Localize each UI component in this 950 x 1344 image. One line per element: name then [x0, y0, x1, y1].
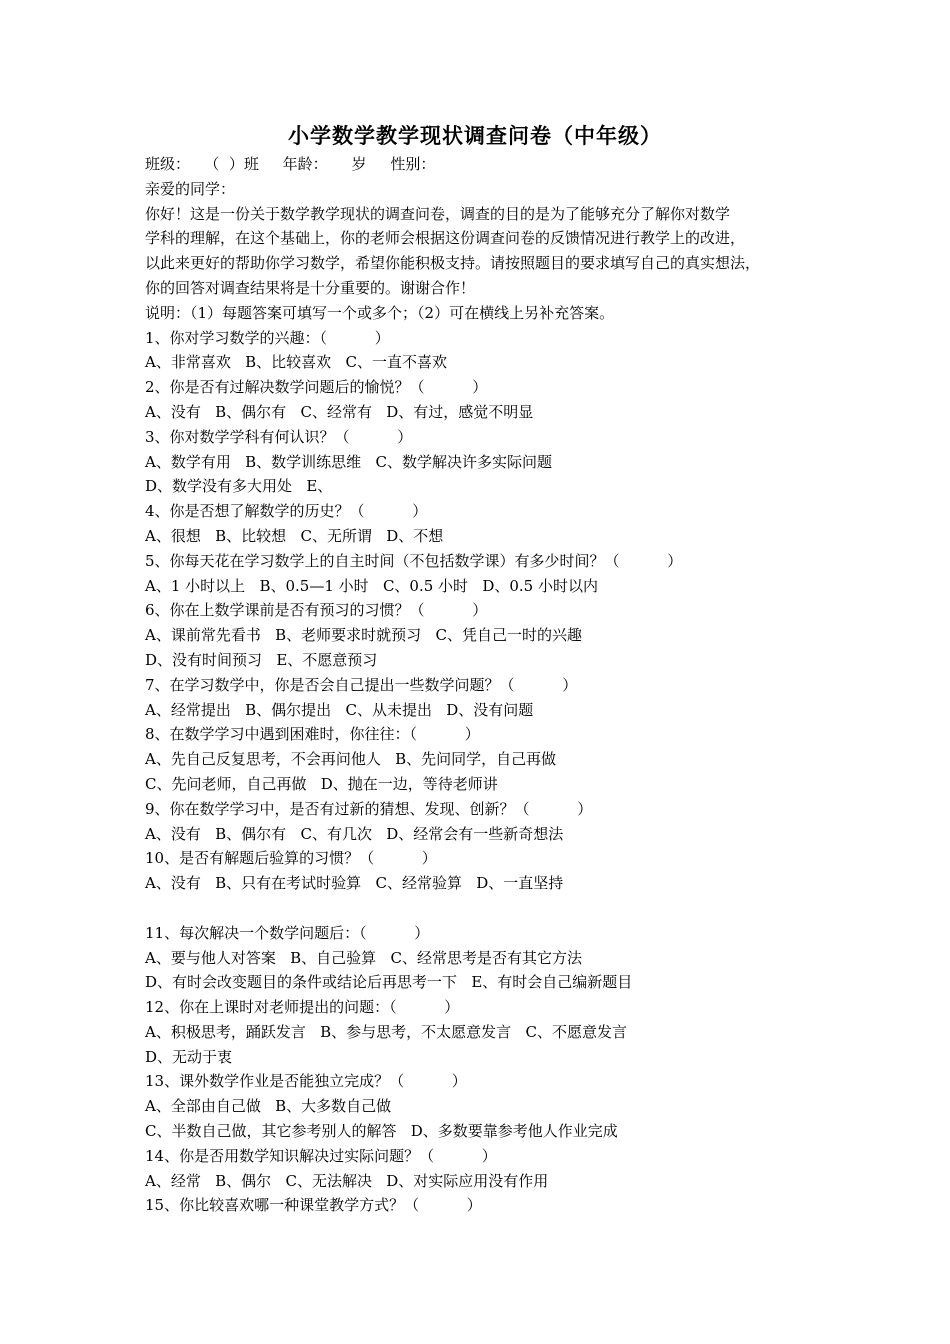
intro-line: 你的回答对调查结果将是十分重要的。谢谢合作！: [145, 278, 476, 297]
document-title: 小学数学教学现状调查问卷（中年级）: [288, 123, 662, 148]
question-options: A、数学有用 B、数学训练思维 C、数学解决许多实际问题: [145, 452, 552, 471]
question-10: 10、是否有解题后验算的习惯？（ ）: [145, 849, 437, 868]
question-options: D、无动于衷: [145, 1047, 233, 1066]
intro-line: 学科的理解，在这个基础上，你的老师会根据这份调查问卷的反馈情况进行教学上的改进，: [145, 229, 746, 248]
intro-line: 以此来更好的帮助你学习数学，希望你能积极支持。请按照题目的要求填写自己的真实想法，: [145, 254, 761, 273]
question-options: A、课前常先看书 B、老师要求时就预习 C、凭自己一时的兴趣: [145, 626, 582, 645]
question-8: 8、在数学学习中遇到困难时，你往往：（ ）: [145, 725, 480, 744]
question-3: 3、你对数学学科有何认识？（ ）: [145, 427, 413, 446]
question-13: 13、课外数学作业是否能独立完成？（ ）: [145, 1072, 467, 1091]
question-options: A、经常提出 B、偶尔提出 C、从未提出 D、没有问题: [145, 700, 534, 719]
question-options: C、先问老师，自己再做 D、抛在一边，等待老师讲: [145, 774, 498, 793]
greeting: 亲爱的同学：: [145, 179, 236, 198]
question-options: A、经常 B、偶尔 C、无法解决 D、对实际应用没有作用: [145, 1171, 549, 1190]
question-12: 12、你在上课时对老师提出的问题：（ ）: [145, 998, 460, 1017]
question-6: 6、你在上数学课前是否有预习的习惯？（ ）: [145, 601, 488, 620]
student-info-line: 班级： （ ）班 年龄： 岁 性别：: [145, 155, 436, 173]
question-options: C、半数自己做，其它参考别人的解答 D、多数要靠参考他人作业完成: [145, 1122, 618, 1141]
instructions-note: 说明：（1）每题答案可填写一个或多个；（2）可在横线上另补充答案。: [145, 303, 615, 322]
question-15: 15、你比较喜欢哪一种课堂教学方式？（ ）: [145, 1196, 482, 1215]
question-4: 4、你是否想了解数学的历史？（ ）: [145, 502, 428, 521]
question-options: A、没有 B、偶尔有 C、有几次 D、经常会有一些新奇想法: [145, 824, 564, 843]
question-1: 1、你对学习数学的兴趣：（ ）: [145, 328, 390, 347]
question-options: A、全部由自己做 B、大多数自己做: [145, 1097, 392, 1116]
question-options: A、1 小时以上 B、0.5—1 小时 C、0.5 小时 D、0.5 小时以内: [145, 576, 598, 595]
question-options: A、要与他人对答案 B、自己验算 C、经常思考是否有其它方法: [145, 948, 582, 967]
question-5: 5、你每天花在学习数学上的自主时间（不包括数学课）有多少时间？（ ）: [145, 551, 683, 570]
question-options: A、非常喜欢 B、比较喜欢 C、一直不喜欢: [145, 353, 447, 372]
question-9: 9、你在数学学习中，是否有过新的猜想、发现、创新？（ ）: [145, 799, 593, 818]
question-options: D、没有时间预习 E、不愿意预习: [145, 650, 378, 669]
question-2: 2、你是否有过解决数学问题后的愉悦？（ ）: [145, 378, 488, 397]
question-options: D、有时会改变题目的条件或结论后再思考一下 E、有时会自己编新题目: [145, 973, 633, 992]
question-14: 14、你是否用数学知识解决过实际问题？（ ）: [145, 1146, 497, 1165]
question-options: A、积极思考，踊跃发言 B、参与思考，不太愿意发言 C、不愿意发言: [145, 1022, 627, 1041]
blank-line: [145, 896, 825, 921]
intro-line: 你好！这是一份关于数学教学现状的调查问卷，调查的目的是为了能够充分了解你对数学: [145, 204, 731, 223]
question-options: D、数学没有多大用处 E、: [145, 477, 333, 496]
question-options: A、没有 B、偶尔有 C、经常有 D、有过，感觉不明显: [145, 402, 534, 421]
question-options: A、很想 B、比较想 C、无所谓 D、不想: [145, 526, 444, 545]
question-options: A、没有 B、只有在考试时验算 C、经常验算 D、一直坚持: [145, 874, 564, 893]
question-11: 11、每次解决一个数学问题后：（ ）: [145, 923, 430, 942]
question-7: 7、在学习数学中，你是否会自己提出一些数学问题？（ ）: [145, 675, 578, 694]
question-options: A、先自己反复思考，不会再问他人 B、先问同学，自己再做: [145, 750, 557, 769]
document-body: [145, 152, 825, 1218]
